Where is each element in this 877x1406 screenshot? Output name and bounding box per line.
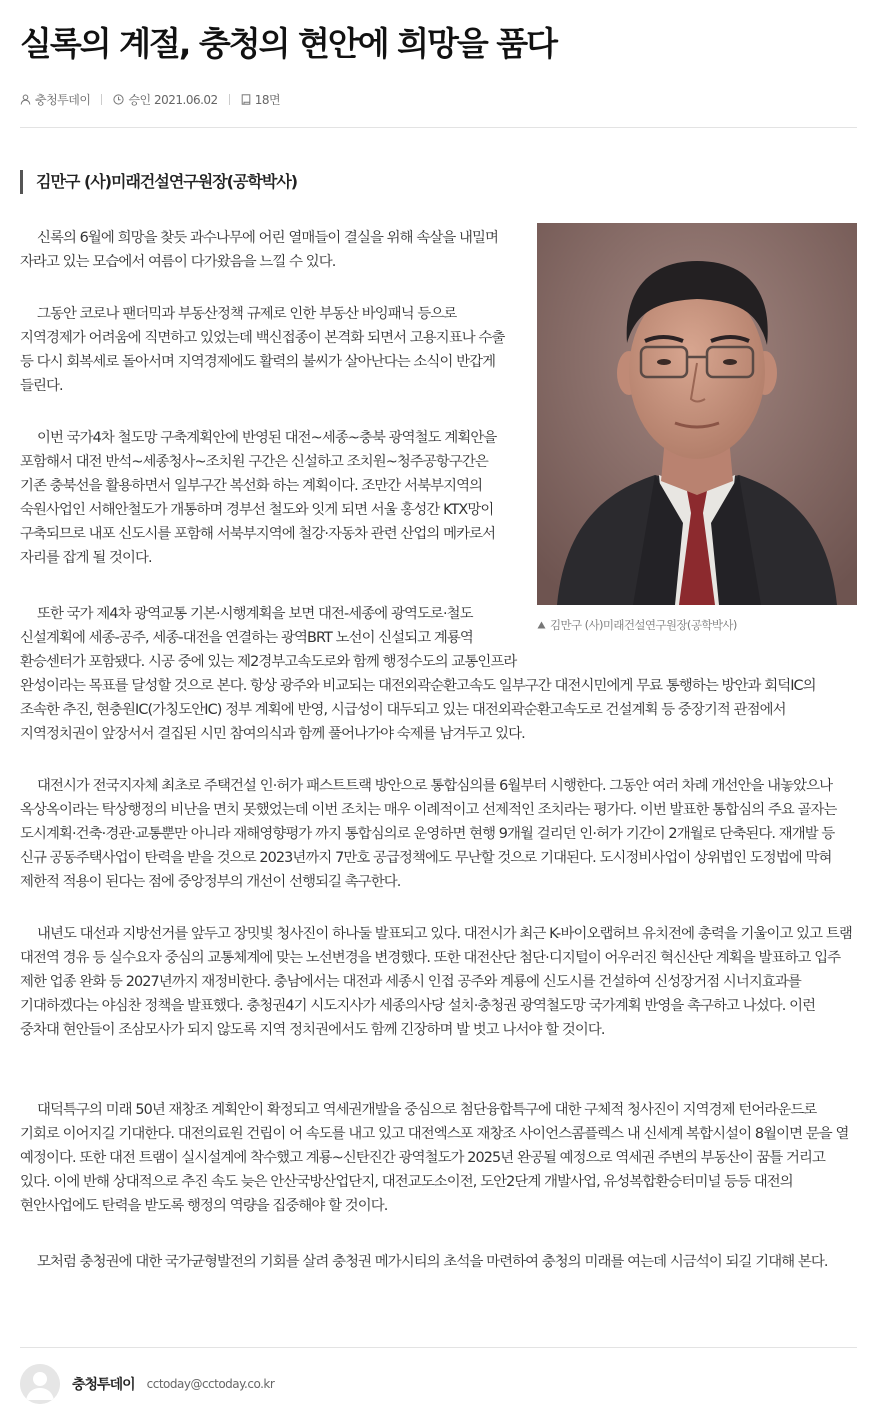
footer-publisher-name: 충청투데이 xyxy=(72,1377,135,1393)
avatar[interactable] xyxy=(20,1364,60,1404)
meta-page xyxy=(241,91,280,108)
footer-divider xyxy=(20,1347,857,1348)
meta-approved xyxy=(113,91,217,108)
person-icon xyxy=(20,94,31,105)
photo-caption-text: 김만구 (사)미래건설연구원장(공학박사) xyxy=(550,618,737,632)
article-paragraph-8: 모처럼 충청권에 대한 국가균형발전의 기회를 살려 충청권 메가시티의 초석을 마련하여 충청의 미래를 여는데 시금석이 되길 기대해 본다. xyxy=(37,1254,828,1270)
author-photo xyxy=(537,223,857,605)
article-paragraph-6: 내년도 대선과 지방선거를 앞두고 장밋빛 청사진이 하나둘 발표되고 있다. 대전시가 최근 K-바이오랩허브 유치전에 총력을 기울이고 있고 트램 대전역 경유 등 실수요자 중심의 교통체계에 맞는 노선변경을 변경했다. 또한 대전산단 첨단·디지털이 어우러진 혁신산단 계획을 발표하고 입주 제한 업종 완화 등 2027년까지 재정비한다. 충남에서는 대전과 세종시 인접 공주와 계룡에 신도시를 건설하여 신성장거점 시너지효과를 기대하겠다는 야심찬 정책을 발표했다. 충청권4기 시도지사가 세종의사당 설치·충청권 광역철도망 국가계획 반영을 촉구하고 나섰다. 이런 중차대 현안들이 조삼모사가 되지 않도록 지역 정치권에서도 함께 긴장하며 발 벗고 나서야 할 것이다. xyxy=(20,926,852,1038)
meta-page-text: 18면 xyxy=(254,92,281,107)
meta-approved-text: 승인 2021.06.02 xyxy=(128,92,218,107)
meta-divider xyxy=(101,94,102,105)
article-paragraph-4 xyxy=(20,602,857,746)
meta-source-text: 충청투데이 xyxy=(35,92,91,107)
article-paragraph-1: 신록의 6월에 희망을 찾듯 과수나무에 어린 열매들이 결실을 위해 속살을 내밀며 자라고 있는 모습에서 여름이 다가왔음을 느낄 수 있다. xyxy=(20,230,499,270)
author-byline: 김만구 (사)미래건설연구원장(공학박사) xyxy=(20,170,297,194)
article-paragraph-7: 대덕특구의 미래 50년 재창조 계획안이 확정되고 역세권개발을 중심으로 첨단융합특구에 대한 구체적 청사진이 지역경제 턴어라운드로 기회로 이어지길 기대한다. 대전의료원 건립이 어 속도를 내고 있고 대전엑스포 재창조 사이언스콤플렉스 내 신세계 복합시설이 8월이면 문을 열 예정이다. 또한 대전 트램이 실시설계에 착수했고 계룡~신탄진간 광역철도가 2025년 완공될 예정으로 역세권 주변의 부동산이 꿈틀 거리고 있다. 이에 반해 상대적으로 추진 속도 늦은 안산국방산업단지, 대전교도소이전, 도안2단계 개발사업, 유성복합환승터미널 등등 대전의 현안사업에도 탄력을 받도록 행정의 역량을 집중해야 할 것이다. xyxy=(20,1102,849,1214)
meta-divider xyxy=(229,94,230,105)
article-meta xyxy=(20,89,280,109)
article-footer xyxy=(20,1362,274,1406)
article-paragraph-2: 그동안 코로나 팬더믹과 부동산정책 규제로 인한 부동산 바잉패닉 등으로 지역경제가 어려움에 직면하고 있었는데 백신접종이 본격화 되면서 고용지표나 수출 등 다시 회복세로 돌아서며 지역경제에도 활력의 불씨가 살아난다는 소식이 반갑게 들린다. xyxy=(20,306,505,394)
article-paragraph-3: 이번 국가4차 철도망 구축계획안에 반영된 대전~세종~충북 광역철도 계획안을 포함해서 대전 반석~세종청사~조치원 구간은 신설하고 조치원~청주공항구간은 기존 충북선을 활용하면서 일부구간 복선화 하는 계획이다. 조만간 서북부지역의 숙원사업인 서해안철도가 개통하며 경부선 철도와 잇게 되면 서울 홍성간 KTX망이 구축되므로 내포 신도시를 포함해 서북부지역에 철강·자동차 관련 산업의 메카로서 자리를 잡게 될 것이다. xyxy=(20,430,497,566)
paragraph-4-shape xyxy=(517,602,857,674)
article-title: 실록의 계절, 충청의 현안에 희망을 품다 xyxy=(20,24,557,63)
paragraph-4-text: 또한 국가 제4차 광역교통 기본·시행계획을 보면 대전-세종에 광역도로·철도 신설계획에 세종-공주, 세종-대전을 연결하는 광역BRT 노선이 신설되고 계룡역 환승센터가 포함됐다. 시공 중에 있는 제2경부고속도로와 함께 행정수도의 교통인프라 완성이라는 목표를 달성할 것으로 본다. 항상 광주와 비교되는 대전외곽순환고속도 일부구간 대전시민에게 무료 통행하는 방안과 회덕IC의 조속한 추진, 현충원IC(가칭도안IC) 정부 계획에 반영, 시급성이 대두되고 있는 대전외곽순환고속도로 건설계획 등 중장기적 관점에서 지역정치권이 앞장서서 결집된 시민 참여의식과 함께 풀어나가야 숙제를 남겨두고 있다. xyxy=(20,606,816,742)
person-avatar-icon xyxy=(20,1364,60,1404)
footer-email-link[interactable]: cctoday@cctoday.co.kr xyxy=(146,1377,275,1391)
author-photo-figure xyxy=(537,223,857,633)
header-divider xyxy=(20,127,857,128)
article-paragraph-5: 대전시가 전국지자체 최초로 주택건설 인·허가 패스트트랙 방안으로 통합심의를 6월부터 시행한다. 그동안 여러 차례 개선안을 내놓았으나 옥상옥이라는 탁상행정의 비난을 면치 못했었는데 이번 조치는 매우 이례적이고 선제적인 조치라는 평가다. 이번 발표한 통합심의 주요 골자는 도시계획·건축·경관·교통뿐만 아니라 재해영향평가 까지 통합심의로 운영하면 현행 9개월 걸리던 인·허가 기간이 2개월로 단축된다. 재개발 등 신규 공동주택사업이 탄력을 받을 것으로 2023년까지 7만호 공급정책에도 무난할 것으로 기대된다. 도시정비사업이 상위법인 도정법에 막혀 제한적 적용이 된다는 점에 중앙정부의 개선이 선행되길 촉구한다. xyxy=(20,778,837,890)
page-icon xyxy=(241,94,251,105)
clock-icon xyxy=(113,94,124,105)
meta-source xyxy=(20,91,90,108)
